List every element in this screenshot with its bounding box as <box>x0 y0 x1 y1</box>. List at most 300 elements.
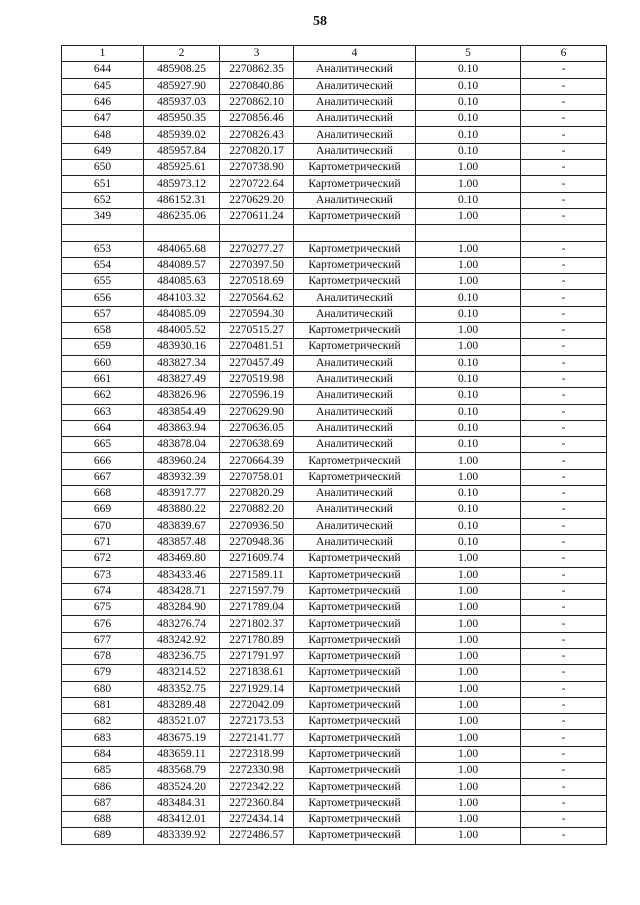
note-cell: - <box>521 160 607 176</box>
accuracy-cell: 1.00 <box>416 323 521 339</box>
x-coordinate-cell: 485925.61 <box>144 160 220 176</box>
note-cell: - <box>521 62 607 78</box>
table-row <box>62 469 607 485</box>
method-cell: Картометрический <box>294 583 416 599</box>
point-number-cell: 686 <box>62 779 144 795</box>
x-coordinate-cell: 483854.49 <box>144 404 220 420</box>
y-coordinate-cell: 2272486.57 <box>220 828 294 844</box>
table-row <box>62 583 607 599</box>
table-row <box>62 697 607 713</box>
point-number-cell: 657 <box>62 306 144 322</box>
method-cell: Аналитический <box>294 534 416 550</box>
point-number-cell: 680 <box>62 681 144 697</box>
point-number-cell: 664 <box>62 420 144 436</box>
y-coordinate-cell: 2270515.27 <box>220 323 294 339</box>
accuracy-cell: 1.00 <box>416 648 521 664</box>
note-cell: - <box>521 143 607 159</box>
table-row <box>62 567 607 583</box>
table-row <box>62 290 607 306</box>
y-coordinate-cell: 2271597.79 <box>220 583 294 599</box>
x-coordinate-cell: 483839.67 <box>144 518 220 534</box>
x-coordinate-cell: 483433.46 <box>144 567 220 583</box>
accuracy-cell: 0.10 <box>416 355 521 371</box>
point-number-cell: 658 <box>62 323 144 339</box>
point-number-cell: 684 <box>62 746 144 762</box>
method-cell: Картометрический <box>294 176 416 192</box>
x-coordinate-cell: 485957.84 <box>144 143 220 159</box>
y-coordinate-cell: 2270862.10 <box>220 94 294 110</box>
method-cell: Аналитический <box>294 355 416 371</box>
x-coordinate-cell: 483878.04 <box>144 437 220 453</box>
table-row <box>62 648 607 664</box>
x-coordinate-cell: 483469.80 <box>144 551 220 567</box>
table-row <box>62 795 607 811</box>
x-coordinate-cell: 483284.90 <box>144 600 220 616</box>
x-coordinate-cell: 483880.22 <box>144 502 220 518</box>
y-coordinate-cell: 2272434.14 <box>220 811 294 827</box>
point-number-cell: 687 <box>62 795 144 811</box>
point-number-cell: 651 <box>62 176 144 192</box>
x-coordinate-cell: 483352.75 <box>144 681 220 697</box>
note-cell: - <box>521 241 607 257</box>
method-cell <box>294 225 416 241</box>
x-coordinate-cell: 483827.49 <box>144 371 220 387</box>
x-coordinate-cell: 483289.48 <box>144 697 220 713</box>
y-coordinate-cell: 2270758.01 <box>220 469 294 485</box>
x-coordinate-cell: 483339.92 <box>144 828 220 844</box>
y-coordinate-cell: 2271802.37 <box>220 616 294 632</box>
point-number-cell: 661 <box>62 371 144 387</box>
accuracy-cell: 1.00 <box>416 714 521 730</box>
method-cell: Аналитический <box>294 127 416 143</box>
x-coordinate-cell: 483659.11 <box>144 746 220 762</box>
accuracy-cell: 1.00 <box>416 600 521 616</box>
table-row <box>62 306 607 322</box>
point-number-cell <box>62 225 144 241</box>
accuracy-cell: 1.00 <box>416 681 521 697</box>
note-cell: - <box>521 437 607 453</box>
y-coordinate-cell: 2270738.90 <box>220 160 294 176</box>
method-cell: Картометрический <box>294 567 416 583</box>
accuracy-cell: 1.00 <box>416 469 521 485</box>
y-coordinate-cell: 2270629.20 <box>220 192 294 208</box>
point-number-cell: 681 <box>62 697 144 713</box>
note-cell: - <box>521 534 607 550</box>
note-cell: - <box>521 486 607 502</box>
accuracy-cell: 1.00 <box>416 632 521 648</box>
y-coordinate-cell: 2270397.50 <box>220 257 294 273</box>
y-coordinate-cell: 2270638.69 <box>220 437 294 453</box>
method-cell: Картометрический <box>294 257 416 273</box>
y-coordinate-cell: 2270277.27 <box>220 241 294 257</box>
accuracy-cell: 0.10 <box>416 306 521 322</box>
point-number-cell: 653 <box>62 241 144 257</box>
y-coordinate-cell: 2272330.98 <box>220 763 294 779</box>
point-number-cell: 663 <box>62 404 144 420</box>
x-coordinate-cell: 485939.02 <box>144 127 220 143</box>
point-number-cell: 644 <box>62 62 144 78</box>
accuracy-cell <box>416 225 521 241</box>
x-coordinate-cell: 484065.68 <box>144 241 220 257</box>
y-coordinate-cell: 2270629.90 <box>220 404 294 420</box>
table-row <box>62 486 607 502</box>
point-number-cell: 679 <box>62 665 144 681</box>
x-coordinate-cell: 483428.71 <box>144 583 220 599</box>
y-coordinate-cell: 2270882.20 <box>220 502 294 518</box>
table-row <box>62 616 607 632</box>
x-coordinate-cell: 484103.32 <box>144 290 220 306</box>
x-coordinate-cell: 483960.24 <box>144 453 220 469</box>
method-cell: Картометрический <box>294 763 416 779</box>
table-row <box>62 257 607 273</box>
y-coordinate-cell: 2270518.69 <box>220 274 294 290</box>
x-coordinate-cell: 484089.57 <box>144 257 220 273</box>
accuracy-cell: 0.10 <box>416 437 521 453</box>
note-cell: - <box>521 127 607 143</box>
point-number-cell: 672 <box>62 551 144 567</box>
header-cell-2: 2 <box>144 46 220 62</box>
accuracy-cell: 0.10 <box>416 192 521 208</box>
point-number-cell: 656 <box>62 290 144 306</box>
accuracy-cell: 1.00 <box>416 453 521 469</box>
y-coordinate-cell: 2270519.98 <box>220 371 294 387</box>
accuracy-cell: 0.10 <box>416 371 521 387</box>
table-row <box>62 388 607 404</box>
accuracy-cell: 1.00 <box>416 274 521 290</box>
x-coordinate-cell: 483484.31 <box>144 795 220 811</box>
x-coordinate-cell: 486235.06 <box>144 208 220 224</box>
y-coordinate-cell: 2272342.22 <box>220 779 294 795</box>
note-cell: - <box>521 648 607 664</box>
coordinates-table <box>61 45 607 845</box>
accuracy-cell: 1.00 <box>416 795 521 811</box>
accuracy-cell: 1.00 <box>416 583 521 599</box>
method-cell: Аналитический <box>294 78 416 94</box>
note-cell: - <box>521 111 607 127</box>
y-coordinate-cell: 2272318.99 <box>220 746 294 762</box>
table-row <box>62 714 607 730</box>
accuracy-cell: 0.10 <box>416 143 521 159</box>
x-coordinate-cell: 483675.19 <box>144 730 220 746</box>
y-coordinate-cell: 2272173.53 <box>220 714 294 730</box>
point-number-cell: 683 <box>62 730 144 746</box>
y-coordinate-cell: 2270840.86 <box>220 78 294 94</box>
accuracy-cell: 1.00 <box>416 763 521 779</box>
method-cell: Картометрический <box>294 714 416 730</box>
note-cell: - <box>521 404 607 420</box>
point-number-cell: 652 <box>62 192 144 208</box>
note-cell: - <box>521 583 607 599</box>
method-cell: Картометрический <box>294 795 416 811</box>
accuracy-cell: 0.10 <box>416 78 521 94</box>
table-row <box>62 811 607 827</box>
accuracy-cell: 1.00 <box>416 208 521 224</box>
point-number-cell: 646 <box>62 94 144 110</box>
header-row <box>62 46 607 62</box>
table-row <box>62 518 607 534</box>
method-cell: Картометрический <box>294 746 416 762</box>
note-cell: - <box>521 763 607 779</box>
table-body <box>62 62 607 844</box>
point-number-cell: 648 <box>62 127 144 143</box>
y-coordinate-cell: 2270722.64 <box>220 176 294 192</box>
note-cell: - <box>521 192 607 208</box>
accuracy-cell: 0.10 <box>416 62 521 78</box>
point-number-cell: 665 <box>62 437 144 453</box>
table-row <box>62 828 607 844</box>
x-coordinate-cell: 484005.52 <box>144 323 220 339</box>
note-cell: - <box>521 453 607 469</box>
point-number-cell: 649 <box>62 143 144 159</box>
y-coordinate-cell: 2270826.43 <box>220 127 294 143</box>
x-coordinate-cell: 483214.52 <box>144 665 220 681</box>
table-row <box>62 502 607 518</box>
x-coordinate-cell: 486152.31 <box>144 192 220 208</box>
header-cell-5: 5 <box>416 46 521 62</box>
point-number-cell: 678 <box>62 648 144 664</box>
x-coordinate-cell: 483242.92 <box>144 632 220 648</box>
method-cell: Аналитический <box>294 388 416 404</box>
y-coordinate-cell: 2270820.29 <box>220 486 294 502</box>
y-coordinate-cell: 2270596.19 <box>220 388 294 404</box>
note-cell: - <box>521 730 607 746</box>
note-cell: - <box>521 600 607 616</box>
table-row <box>62 111 607 127</box>
table-row <box>62 420 607 436</box>
accuracy-cell: 0.10 <box>416 127 521 143</box>
table-row <box>62 323 607 339</box>
accuracy-cell: 1.00 <box>416 697 521 713</box>
method-cell: Картометрический <box>294 339 416 355</box>
table-row <box>62 551 607 567</box>
table-row <box>62 763 607 779</box>
accuracy-cell: 1.00 <box>416 339 521 355</box>
x-coordinate-cell: 485927.90 <box>144 78 220 94</box>
accuracy-cell: 0.10 <box>416 502 521 518</box>
y-coordinate-cell: 2270611.24 <box>220 208 294 224</box>
point-number-cell: 650 <box>62 160 144 176</box>
header-cell-6: 6 <box>521 46 607 62</box>
method-cell: Аналитический <box>294 62 416 78</box>
y-coordinate-cell: 2271789.04 <box>220 600 294 616</box>
y-coordinate-cell: 2270856.46 <box>220 111 294 127</box>
table-row <box>62 779 607 795</box>
y-coordinate-cell: 2270594.30 <box>220 306 294 322</box>
note-cell: - <box>521 697 607 713</box>
note-cell: - <box>521 306 607 322</box>
note-cell: - <box>521 257 607 273</box>
note-cell: - <box>521 518 607 534</box>
table-row <box>62 339 607 355</box>
table-row <box>62 534 607 550</box>
x-coordinate-cell: 484085.63 <box>144 274 220 290</box>
header-cell-3: 3 <box>220 46 294 62</box>
method-cell: Аналитический <box>294 94 416 110</box>
table-row <box>62 192 607 208</box>
method-cell: Картометрический <box>294 551 416 567</box>
accuracy-cell: 0.10 <box>416 420 521 436</box>
accuracy-cell: 0.10 <box>416 388 521 404</box>
x-coordinate-cell <box>144 225 220 241</box>
note-cell: - <box>521 420 607 436</box>
y-coordinate-cell: 2270564.62 <box>220 290 294 306</box>
method-cell: Аналитический <box>294 404 416 420</box>
point-number-cell: 682 <box>62 714 144 730</box>
y-coordinate-cell: 2271609.74 <box>220 551 294 567</box>
x-coordinate-cell: 483917.77 <box>144 486 220 502</box>
x-coordinate-cell: 485908.25 <box>144 62 220 78</box>
method-cell: Картометрический <box>294 453 416 469</box>
y-coordinate-cell: 2271791.97 <box>220 648 294 664</box>
point-number-cell: 654 <box>62 257 144 273</box>
note-cell: - <box>521 551 607 567</box>
accuracy-cell: 1.00 <box>416 616 521 632</box>
point-number-cell: 668 <box>62 486 144 502</box>
table-row <box>62 600 607 616</box>
method-cell: Картометрический <box>294 616 416 632</box>
accuracy-cell: 1.00 <box>416 176 521 192</box>
x-coordinate-cell: 483857.48 <box>144 534 220 550</box>
method-cell: Аналитический <box>294 111 416 127</box>
table-row <box>62 681 607 697</box>
method-cell: Картометрический <box>294 632 416 648</box>
method-cell: Аналитический <box>294 437 416 453</box>
accuracy-cell: 0.10 <box>416 486 521 502</box>
y-coordinate-cell: 2271838.61 <box>220 665 294 681</box>
table-row <box>62 632 607 648</box>
table-row <box>62 371 607 387</box>
method-cell: Картометрический <box>294 648 416 664</box>
point-number-cell: 662 <box>62 388 144 404</box>
y-coordinate-cell: 2271589.11 <box>220 567 294 583</box>
method-cell: Картометрический <box>294 779 416 795</box>
method-cell: Картометрический <box>294 697 416 713</box>
method-cell: Картометрический <box>294 665 416 681</box>
x-coordinate-cell: 483236.75 <box>144 648 220 664</box>
method-cell: Картометрический <box>294 828 416 844</box>
page-number: 58 <box>313 14 327 29</box>
note-cell: - <box>521 779 607 795</box>
method-cell: Картометрический <box>294 811 416 827</box>
note-cell: - <box>521 94 607 110</box>
x-coordinate-cell: 483932.39 <box>144 469 220 485</box>
y-coordinate-cell: 2270820.17 <box>220 143 294 159</box>
point-number-cell: 673 <box>62 567 144 583</box>
note-cell: - <box>521 828 607 844</box>
accuracy-cell: 1.00 <box>416 779 521 795</box>
note-cell: - <box>521 616 607 632</box>
table-row <box>62 730 607 746</box>
y-coordinate-cell: 2271780.89 <box>220 632 294 648</box>
table-row <box>62 274 607 290</box>
note-cell: - <box>521 176 607 192</box>
header-cell-1: 1 <box>62 46 144 62</box>
point-number-cell: 645 <box>62 78 144 94</box>
table-row <box>62 78 607 94</box>
note-cell: - <box>521 274 607 290</box>
note-cell: - <box>521 746 607 762</box>
method-cell: Аналитический <box>294 290 416 306</box>
method-cell: Картометрический <box>294 208 416 224</box>
note-cell: - <box>521 355 607 371</box>
table-row <box>62 225 607 241</box>
table-row <box>62 208 607 224</box>
x-coordinate-cell: 483521.07 <box>144 714 220 730</box>
accuracy-cell: 0.10 <box>416 404 521 420</box>
table-row <box>62 160 607 176</box>
accuracy-cell: 1.00 <box>416 241 521 257</box>
accuracy-cell: 1.00 <box>416 160 521 176</box>
x-coordinate-cell: 483827.34 <box>144 355 220 371</box>
y-coordinate-cell: 2270936.50 <box>220 518 294 534</box>
y-coordinate-cell: 2272141.77 <box>220 730 294 746</box>
accuracy-cell: 0.10 <box>416 534 521 550</box>
x-coordinate-cell: 483568.79 <box>144 763 220 779</box>
method-cell: Аналитический <box>294 486 416 502</box>
point-number-cell: 655 <box>62 274 144 290</box>
method-cell: Аналитический <box>294 371 416 387</box>
x-coordinate-cell: 483276.74 <box>144 616 220 632</box>
point-number-cell: 685 <box>62 763 144 779</box>
method-cell: Картометрический <box>294 323 416 339</box>
note-cell: - <box>521 339 607 355</box>
point-number-cell: 689 <box>62 828 144 844</box>
table-row <box>62 176 607 192</box>
method-cell: Аналитический <box>294 192 416 208</box>
method-cell: Картометрический <box>294 469 416 485</box>
note-cell: - <box>521 795 607 811</box>
y-coordinate-cell: 2270481.51 <box>220 339 294 355</box>
y-coordinate-cell: 2270862.35 <box>220 62 294 78</box>
y-coordinate-cell <box>220 225 294 241</box>
method-cell: Картометрический <box>294 160 416 176</box>
table-row <box>62 746 607 762</box>
method-cell: Аналитический <box>294 518 416 534</box>
table-row <box>62 404 607 420</box>
method-cell: Аналитический <box>294 502 416 518</box>
x-coordinate-cell: 483930.16 <box>144 339 220 355</box>
note-cell: - <box>521 567 607 583</box>
y-coordinate-cell: 2271929.14 <box>220 681 294 697</box>
point-number-cell: 669 <box>62 502 144 518</box>
accuracy-cell: 1.00 <box>416 551 521 567</box>
note-cell: - <box>521 681 607 697</box>
accuracy-cell: 0.10 <box>416 94 521 110</box>
y-coordinate-cell: 2270948.36 <box>220 534 294 550</box>
y-coordinate-cell: 2270664.39 <box>220 453 294 469</box>
accuracy-cell: 1.00 <box>416 665 521 681</box>
x-coordinate-cell: 485950.35 <box>144 111 220 127</box>
method-cell: Аналитический <box>294 306 416 322</box>
note-cell: - <box>521 632 607 648</box>
note-cell <box>521 225 607 241</box>
x-coordinate-cell: 485937.03 <box>144 94 220 110</box>
note-cell: - <box>521 208 607 224</box>
table-row <box>62 143 607 159</box>
note-cell: - <box>521 78 607 94</box>
point-number-cell: 670 <box>62 518 144 534</box>
accuracy-cell: 1.00 <box>416 730 521 746</box>
y-coordinate-cell: 2270636.05 <box>220 420 294 436</box>
method-cell: Аналитический <box>294 143 416 159</box>
accuracy-cell: 1.00 <box>416 257 521 273</box>
x-coordinate-cell: 484085.09 <box>144 306 220 322</box>
x-coordinate-cell: 485973.12 <box>144 176 220 192</box>
table-row <box>62 62 607 78</box>
point-number-cell: 671 <box>62 534 144 550</box>
table-row <box>62 94 607 110</box>
table-row <box>62 453 607 469</box>
